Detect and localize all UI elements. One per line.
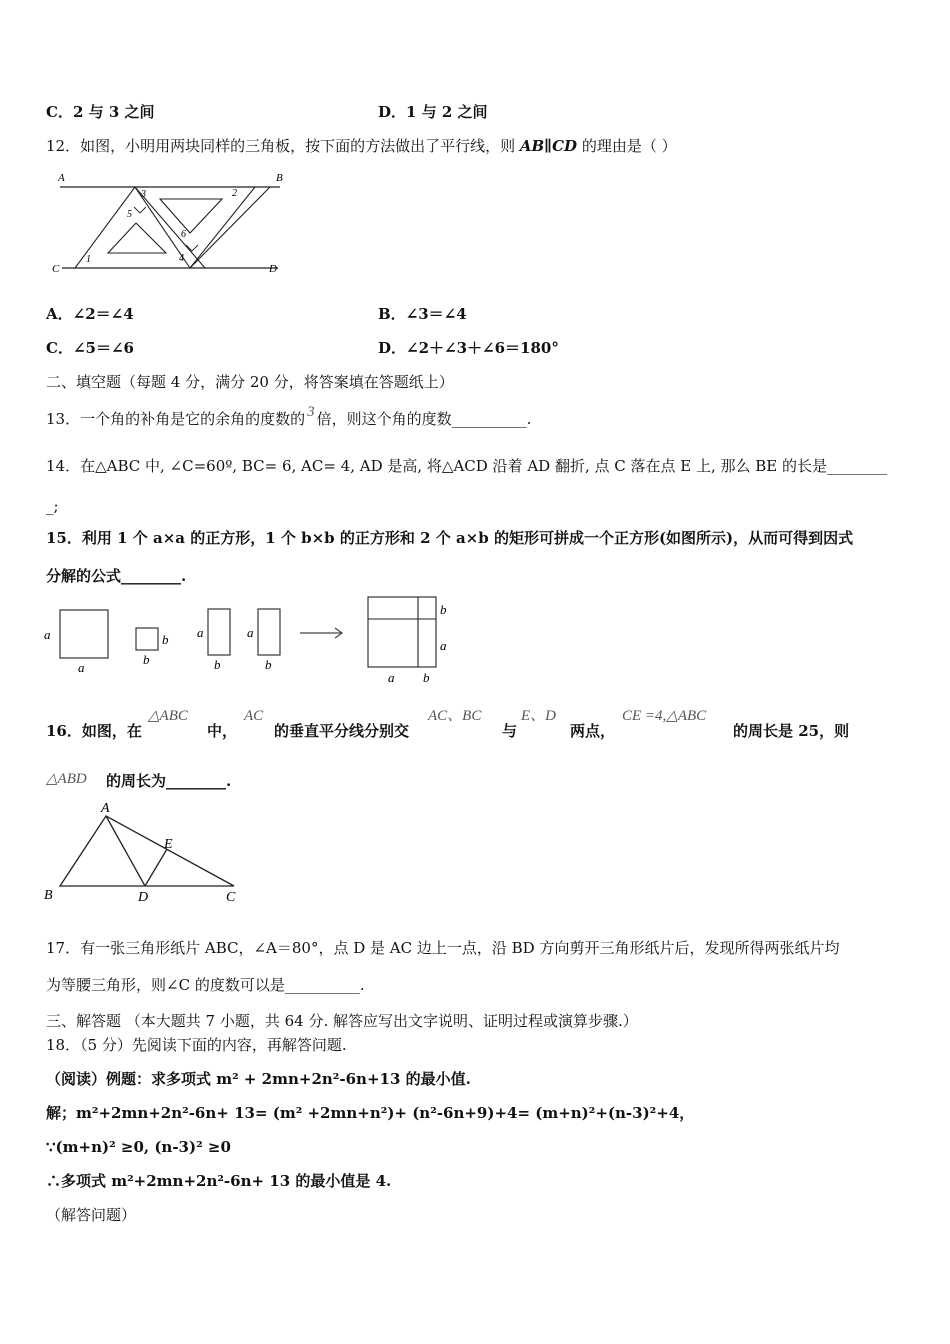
left-set-square-hole [108,223,166,253]
rect-ab-1 [208,609,230,655]
label-b: b [423,670,430,685]
label-b: b [143,652,150,667]
q18-therefore: ∴多项式 m²+2mn+2n²-6n+ 13 的最小值是 4. [46,1172,392,1190]
angle-6-label: 6 [181,229,186,240]
label-a: a [440,638,447,653]
q16-p4: 与 [502,722,518,740]
q18-because: ∵(m+n)² ≥0, (n-3)² ≥0 [46,1138,231,1156]
q11-option-c: C．2 与 3 之间 [46,103,155,121]
q18-heading: 18．（5 分）先阅读下面的内容，再解答问题. [46,1036,347,1054]
label-a: a [197,625,204,640]
q16-m6: △ABD [46,771,87,787]
point-b-label: B [44,888,53,903]
q15-figure [40,592,460,692]
right-set-square-hole [160,199,222,233]
big-square [368,597,436,667]
q12-option-d: D．∠2＋∠3＋∠6＝180° [378,339,559,357]
point-d-label: D [269,263,277,275]
q15-line2: 分解的公式________. [46,567,187,585]
q16-p7: 的周长为________. [106,772,232,790]
q18-read: （阅读）例题：求多项式 m² + 2mn+2n²-6n+13 的最小值. [46,1070,471,1088]
q12-stem-math: AB∥CD [519,137,578,155]
q13-text [46,404,532,429]
label-b: b [162,632,169,647]
q11-option-d: D．1 与 2 之间 [378,103,488,121]
label-a: a [44,627,51,642]
point-c-label: C [226,890,236,905]
q16-m3: AC、BC [428,708,482,724]
q14-line2: _; [46,497,59,515]
point-d-label: D [138,890,149,905]
q16-m4: E、D [521,708,556,724]
segment-de [145,849,167,886]
q17-line1: 17．有一张三角形纸片 ABC，∠A＝80°，点 D 是 AC 边上一点，沿 BD 方向剪开三角形纸片后，发现所得两张纸片均 [46,939,840,957]
q16-m2: AC [244,708,264,724]
section-2-heading: 二、填空题（每题 4 分，满分 20 分，将答案填在答题纸上） [46,373,454,391]
point-a-label: A [101,801,110,816]
q16-m5: CE =4,△ABC [622,708,707,724]
square-a [60,610,108,658]
q15-line1: 15．利用 1 个 a×a 的正方形，1 个 b×b 的正方形和 2 个 a×b 的矩形可拼成一个正方形(如图所示)，从而可得到因式 [46,529,854,547]
q16-p1: 16．如图，在 [46,722,142,740]
q16-p3: 的垂直平分线分别交 [274,722,410,740]
q12-figure [40,165,300,285]
point-c-label: C [52,263,60,275]
q13-number: 3 [307,404,315,420]
q12-option-a: A．∠2＝∠4 [46,305,134,323]
q18-solution: 解；m²+2mn+2n²-6n+ 13= (m² +2mn+n²)+ (n²-6n+9)+4= (m+n)²+(n-3)²+4， [46,1104,695,1122]
point-a-label: A [58,172,65,184]
q12-stem-prefix: 12．如图，小明用两块同样的三角板，按下面的方法做出了平行线，则 [46,137,520,155]
square-b [136,628,158,650]
label-b: b [440,602,447,617]
q12-option-c: C．∠5＝∠6 [46,339,134,357]
section-3-heading: 三、解答题 （本大题共 7 小题，共 64 分. 解答应写出文字说明、证明过程或演算步骤.） [46,1012,638,1030]
q16-m1: △ABC [148,708,188,724]
q13-prefix: 13．一个角的补角是它的余角的度数的 [46,410,306,428]
q16-p2: 中， [207,722,238,740]
label-a: a [388,670,395,685]
q16-figure [40,798,250,908]
angle-3-label: 3 [141,189,146,200]
q17-line2: 为等腰三角形，则∠C 的度数可以是__________. [46,976,365,994]
angle-2-label: 2 [232,188,237,199]
label-a: a [247,625,254,640]
q14-line1: 14．在△ABC 中, ∠C=60º, BC= 6, AC= 4, AD 是高, 将△ACD 沿着 AD 翻折, 点 C 落在点 E 上, 那么 BE 的长是________ [46,457,888,475]
rect-ab-2 [258,609,280,655]
q16-p6: 的周长是 25，则 [733,722,850,740]
label-b: b [265,657,272,672]
label-a: a [78,660,85,675]
triangle-abc [60,816,234,886]
q18-answer: （解答问题） [46,1206,137,1224]
angle-5-label: 5 [127,209,132,220]
right-angle-mark [134,207,146,213]
angle-4-label: 4 [179,253,184,264]
q12-stem [46,137,677,155]
point-b-label: B [276,172,283,184]
q12-stem-suffix: 的理由是（ ） [577,137,677,155]
q12-option-b: B．∠3＝∠4 [378,305,467,323]
label-b: b [214,657,221,672]
angle-1-label: 1 [86,254,91,265]
q16-p5: 两点， [570,722,616,740]
point-e-label: E [164,837,173,852]
q13-suffix: 倍，则这个角的度数__________. [316,410,532,428]
